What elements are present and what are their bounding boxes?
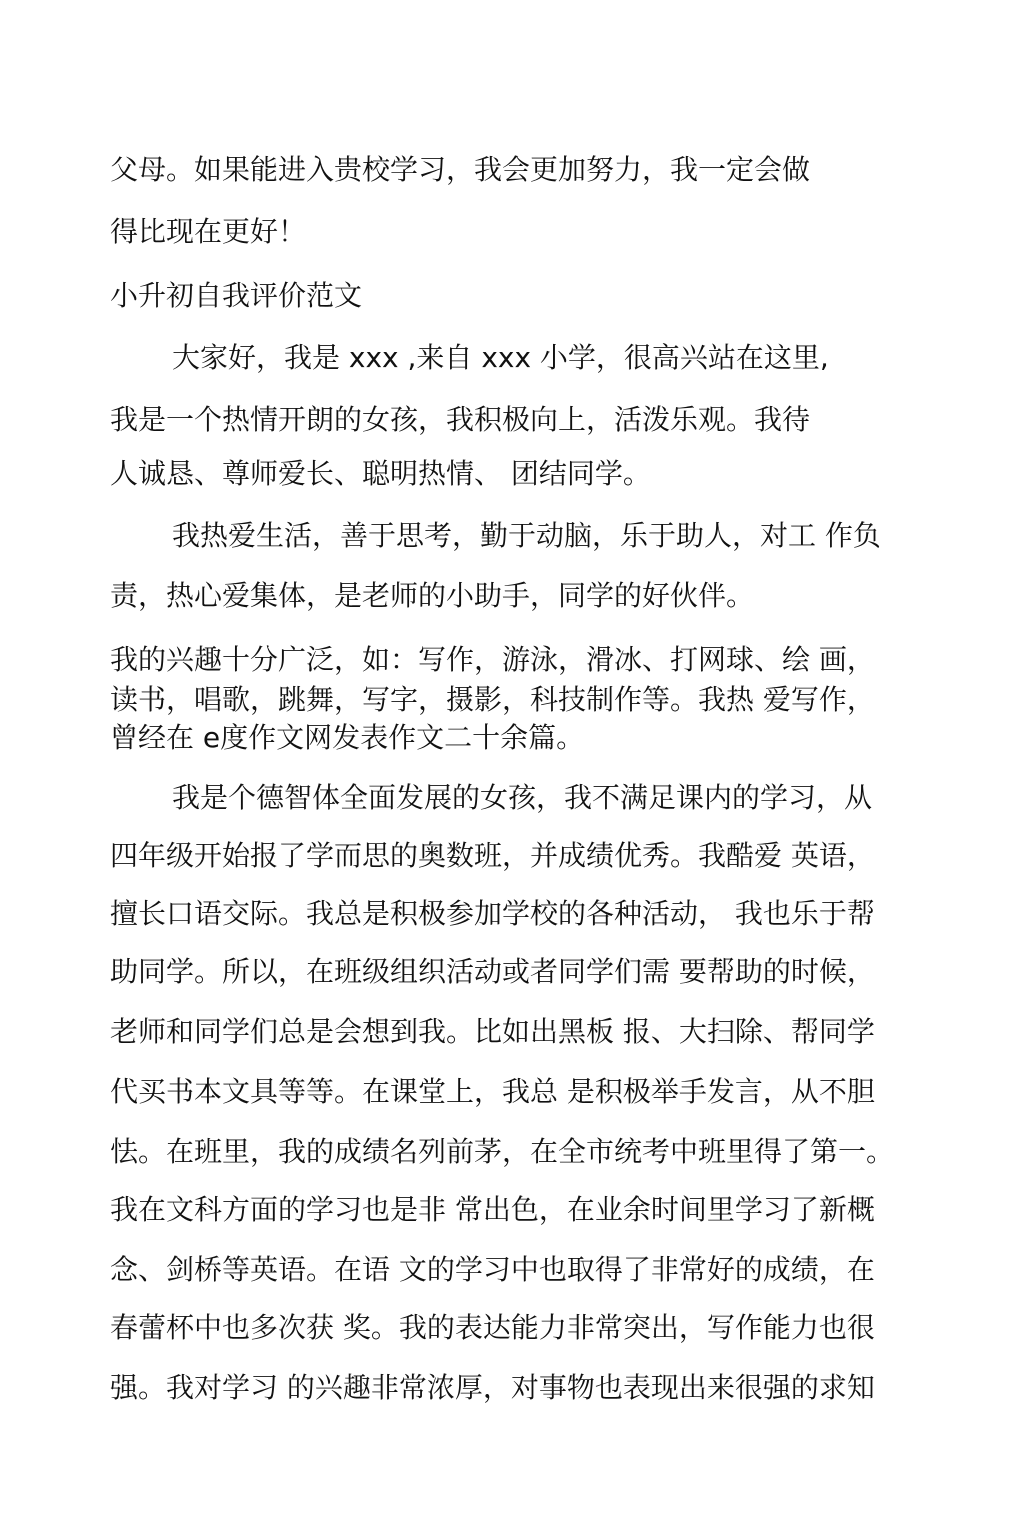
- text-line-22: 强。我对学习 的兴趣非常浓厚，对事物也表现出来很强的求知: [110, 1371, 875, 1404]
- text-line-21: 春蕾杯中也多次获 奖。我的表达能力非常突出，写作能力也很: [110, 1311, 875, 1344]
- text-line-10: 读书，唱歌，跳舞，写字，摄影，科技制作等。我热 爱写作，: [110, 683, 875, 716]
- text-line-7: 我热爱生活，善于思考，勤于动脑，乐于助人，对工 作负: [172, 519, 881, 552]
- text-line-15: 助同学。所以，在班级组织活动或者同学们需 要帮助的时候，: [110, 955, 875, 988]
- text-line-1: 父母。如果能进入贵校学习，我会更加努力，我一定会做: [110, 153, 811, 186]
- text-line-9: 我的兴趣十分广泛，如：写作，游泳，滑冰、打网球、绘 画，: [110, 643, 875, 676]
- section-heading: 小升初自我评价范文: [110, 279, 363, 312]
- text-line-17: 代买书本文具等等。在课堂上，我总 是积极举手发言，从不胆: [110, 1075, 875, 1108]
- text-line-13: 四年级开始报了学而思的奥数班，并成绩优秀。我酷爱 英语，: [110, 839, 875, 872]
- text-line-12: 我是个德智体全面发展的女孩，我不满足课内的学习，从: [172, 781, 873, 814]
- text-line-6: 人诚恳、尊师爱长、聪明热情、 团结同学。: [110, 457, 651, 490]
- text-line-18: 怯。在班里，我的成绩名列前茅，在全市统考中班里得了第一。: [110, 1135, 895, 1168]
- text-line-8: 责，热心爱集体，是老师的小助手，同学的好伙伴。: [110, 579, 755, 612]
- text-line-19: 我在文科方面的学习也是非 常出色，在业余时间里学习了新概: [110, 1193, 875, 1226]
- text-line-4: 大家好，我是 xxx ,来自 xxx 小学，很高兴站在这里,: [172, 341, 829, 374]
- text-line-16: 老师和同学们总是会想到我。比如出黑板 报、大扫除、帮同学: [110, 1015, 875, 1048]
- text-line-5: 我是一个热情开朗的女孩，我积极向上，活泼乐观。我待: [110, 403, 811, 436]
- text-line-2: 得比现在更好！: [110, 215, 307, 248]
- text-line-20: 念、剑桥等英语。在语 文的学习中也取得了非常好的成绩，在: [110, 1253, 875, 1286]
- text-line-11: 曾经在 e度作文网发表作文二十余篇。: [110, 721, 585, 754]
- text-line-14: 擅长口语交际。我总是积极参加学校的各种活动， 我也乐于帮: [110, 897, 875, 930]
